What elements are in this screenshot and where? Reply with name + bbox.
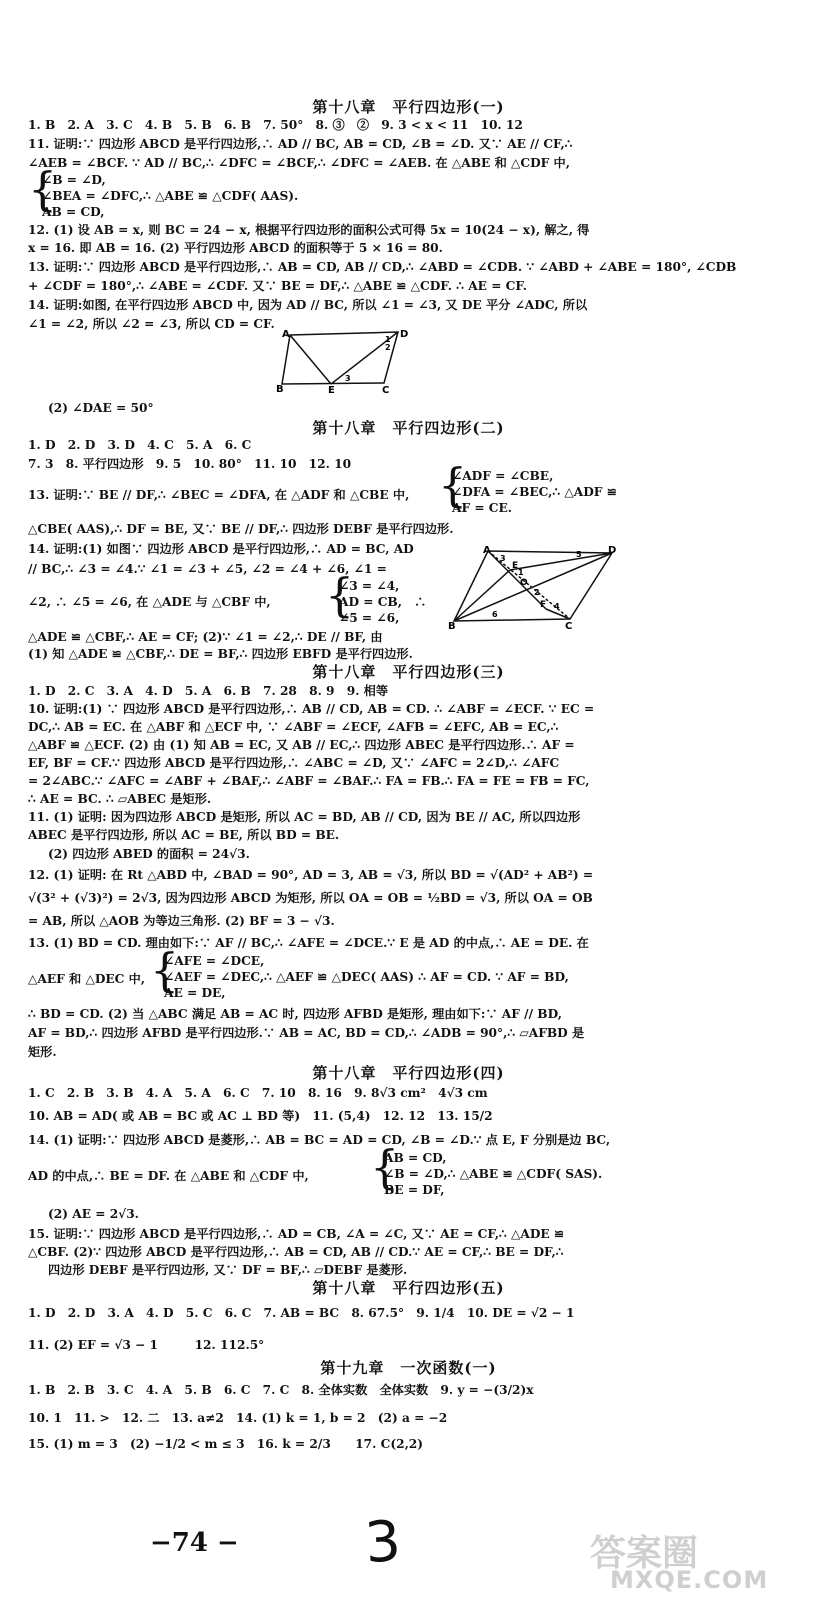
point-label: A (282, 329, 290, 340)
answer-line: 13. (1) BD = CD. 理由如下:∵ AF // BC,∴ ∠AFE = ∠DCE.∵ E 是 AD 的中点,∴ AE = DE. 在 (28, 936, 589, 950)
answer-line: 矩形. (28, 1045, 57, 1059)
point-label: F (540, 600, 547, 610)
brace-line: AE = DE, (164, 986, 226, 1000)
angle-label: 2 (385, 343, 391, 352)
answer-line: △AEF 和 △DEC 中, (28, 972, 146, 986)
answer-line: ∴ BD = CD. (2) 当 △ABC 满足 AB = AC 时, 四边形 AFBD 是矩形, 理由如下:∵ AF // BD, (28, 1007, 562, 1021)
brace-system (370, 1140, 603, 1198)
brace-line: AD = CB, ∴ (339, 595, 427, 609)
point-label: B (276, 384, 284, 394)
answer-line: (2) ∠DAE = 50° (48, 401, 154, 415)
answer-line: (2) AE = 2√3. (48, 1207, 139, 1221)
answer-line: = AB, 所以 △AOB 为等边三角形. (2) BF = 3 − √3. (28, 914, 335, 928)
answer-line: ∠1 = ∠2, 所以 ∠2 = ∠3, 所以 CD = CF. (28, 317, 275, 331)
brace-line: ∠AEF = ∠DEC,∴ △AEF ≌ △DEC( AAS) ∴ AF = CD. ∵ AF = BD, (164, 970, 569, 984)
answer-line: ∴ AE = BC. ∴ ▱ABEC 是矩形. (28, 792, 212, 806)
left-brace: { (438, 458, 468, 512)
answer-line: 10. AB = AD( 或 AB = BC 或 AC ⊥ BD 等) 11. (5,4) 12. 12 13. 15/2 (28, 1109, 493, 1123)
left-brace: { (28, 162, 58, 216)
brace-line: ∠5 = ∠6, (339, 611, 400, 625)
answer-line: √(3² + (√3)²) = 2√3, 因为四边形 ABCD 为矩形, 所以 OA = OB = ½BD = √3, 所以 OA = OB (28, 891, 593, 905)
brace-line: ∠BEA = ∠DFC,∴ △ABE ≌ △CDF( AAS). (42, 189, 299, 203)
answer-line: 13. 证明:∵ 四边形 ABCD 是平行四边形,∴ AB = CD, AB // CD,∴ ∠ABD = ∠CDB. ∵ ∠ABD + ∠ABE = 180°, ∠CDB (28, 260, 737, 274)
angle-label: 4 (554, 602, 560, 611)
answer-line: ∠2, ∴ ∠5 = ∠6, 在 △ADE 与 △CBF 中, (28, 595, 271, 609)
section-title-18-4: 第十八章 平行四边形(四) (312, 1064, 505, 1082)
section-title-18-2: 第十八章 平行四边形(二) (312, 419, 505, 437)
point-label: O (520, 578, 528, 588)
answer-line: 13. 证明:∵ BE // DF,∴ ∠BEC = ∠DFA, 在 △ADF 和 △CBE 中, (28, 488, 410, 502)
point-label: D (400, 329, 409, 340)
section-title-18-5: 第十八章 平行四边形(五) (312, 1279, 505, 1297)
answer-line: 四边形 DEBF 是平行四边形, 又∵ DF = BF,∴ ▱DEBF 是菱形. (48, 1263, 408, 1277)
brace-line: BE = DF, (384, 1183, 445, 1197)
brace-system (28, 162, 299, 220)
watermark-logo: 答案圈 (590, 1533, 699, 1574)
point-label: B (448, 621, 456, 630)
answer-line: 11. 证明:∵ 四边形 ABCD 是平行四边形,∴ AD // BC, AB = CD, ∠B = ∠D. 又∵ AE // CF,∴ (28, 137, 573, 151)
answer-line: 1. C 2. B 3. B 4. A 5. A 6. C 7. 10 8. 16 9. 8√3 cm² 4√3 cm (28, 1086, 488, 1100)
angle-label: 2 (534, 588, 540, 597)
answer-line: 14. 证明:如图, 在平行四边形 ABCD 中, 因为 AD // BC, 所以 ∠1 = ∠3, 又 DE 平分 ∠ADC, 所以 (28, 298, 588, 312)
angle-label: 3 (345, 374, 351, 383)
parallelogram-figure-2 (448, 545, 618, 630)
answer-line: 10. 1 11. > 12. 二 13. a≠2 14. (1) k = 1, b = 2 (2) a = −2 (28, 1411, 448, 1425)
answer-line: x = 16. 即 AB = 16. (2) 平行四边形 ABCD 的面积等于 5 × 16 = 80. (28, 241, 443, 255)
answer-line: △CBE( AAS),∴ DF = BE, 又∵ BE // DF,∴ 四边形 DEBF 是平行四边形. (28, 522, 454, 536)
answer-line: 12. (1) 设 AB = x, 则 BC = 24 − x, 根据平行四边形的面积公式可得 5x = 10(24 − x), 解之, 得 (28, 223, 590, 237)
answer-line: 1. B 2. A 3. C 4. B 5. B 6. B 7. 50° 8. ③ ② 9. 3 < x < 11 10. 12 (28, 118, 523, 132)
point-label: E (512, 561, 519, 571)
answer-line: 14. 证明:(1) 如图∵ 四边形 ABCD 是平行四边形,∴ AD = BC, AD (28, 542, 414, 556)
brace-line: ∠B = ∠D, (42, 173, 106, 187)
answer-line: (1) 知 △ADE ≌ △CBF,∴ DE = BF,∴ 四边形 EBFD 是平行四边形. (28, 647, 413, 661)
answer-line: 11. (1) 证明: 因为四边形 ABCD 是矩形, 所以 AC = BD, AB // CD, 因为 BE // AC, 所以四边形 (28, 810, 581, 824)
answer-line: EF, BF = CF.∵ 四边形 ABCD 是平行四边形,∴ ∠ABC = ∠D, 又∵ ∠AFC = 2∠D,∴ ∠AFC (28, 756, 560, 770)
answer-line: 11. (2) EF = √3 − 1 12. 112.5° (28, 1338, 265, 1352)
answer-line: 14. (1) 证明:∵ 四边形 ABCD 是菱形,∴ AB = BC = AD = CD, ∠B = ∠D.∵ 点 E, F 分别是边 BC, (28, 1133, 611, 1147)
angle-label: 1 (518, 568, 524, 577)
point-label: A (483, 545, 491, 556)
answer-line: = 2∠ABC.∵ ∠AFC = ∠ABF + ∠BAF,∴ ∠ABF = ∠BAF.∴ FA = FB.∴ FA = FE = FB = FC, (28, 774, 590, 788)
brace-line: ∠DFA = ∠BEC,∴ △ADF ≌ (452, 485, 617, 499)
point-label: C (382, 385, 390, 394)
watermark-url: MXQE.COM (610, 1566, 769, 1594)
answer-line: 15. 证明:∵ 四边形 ABCD 是平行四边形,∴ AD = CB, ∠A = ∠C, 又∵ AE = CF,∴ △ADE ≌ (28, 1227, 565, 1241)
brace-line: AB = CD, (42, 205, 105, 219)
answer-line: DC,∴ AB = EC. 在 △ABF 和 △ECF 中, ∵ ∠ABF = ∠ECF, ∠AFB = ∠EFC, AB = EC,∴ (28, 720, 559, 734)
point-label: D (608, 545, 617, 556)
answer-line: ABEC 是平行四边形, 所以 AC = BE, 所以 BD = BE. (28, 828, 340, 842)
point-label: E (328, 385, 335, 394)
answer-line: ∠AEB = ∠BCF. ∵ AD // BC,∴ ∠DFC = ∠BCF,∴ ∠DFC = ∠AEB. 在 △ABE 和 △CDF 中, (28, 156, 570, 170)
answer-line: △ABF ≌ △ECF. (2) 由 (1) 知 AB = EC, 又 AB // EC,∴ 四边形 ABEC 是平行四边形.∴ AF = (28, 738, 575, 752)
answer-line: AD 的中点,∴ BE = DF. 在 △ABE 和 △CDF 中, (28, 1169, 309, 1183)
brace-system (325, 568, 427, 626)
angle-label: 3 (500, 554, 506, 563)
angle-label: 1 (385, 335, 391, 344)
brace-line: ∠AFE = ∠DCE, (164, 954, 265, 968)
answer-line: // BC,∴ ∠3 = ∠4.∵ ∠1 = ∠3 + ∠5, ∠2 = ∠4 + ∠6, ∠1 = (28, 562, 387, 576)
brace-line: ∠B = ∠D,∴ △ABE ≌ △CDF( SAS). (384, 1167, 603, 1181)
answer-line: 1. D 2. D 3. D 4. C 5. A 6. C (28, 438, 252, 452)
brace-line: ∠3 = ∠4, (339, 579, 400, 593)
angle-label: 5 (576, 550, 582, 559)
answer-line: + ∠CDF = 180°,∴ ∠ABE = ∠CDF. 又∵ BE = DF,∴ △ABE ≌ △CDF. ∴ AE = CF. (28, 279, 528, 293)
brace-system (150, 943, 569, 1001)
parallelogram-figure-1 (272, 328, 412, 394)
answer-line: △CBF. (2)∵ 四边形 ABCD 是平行四边形,∴ AB = CD, AB // CD.∵ AE = CF,∴ BE = DF,∴ (28, 1245, 564, 1259)
answer-line: 1. D 2. D 3. A 4. D 5. C 6. C 7. AB = BC 8. 67.5° 9. 1/4 10. DE = √2 − 1 (28, 1306, 575, 1320)
left-brace: { (150, 943, 180, 997)
answer-line: 1. D 2. C 3. A 4. D 5. A 6. B 7. 28 8. 9 9. 相等 (28, 684, 389, 698)
left-brace: { (325, 568, 355, 622)
handwritten-mark: 3 (362, 1508, 403, 1577)
answer-line: △ADE ≌ △CBF,∴ AE = CF; (2)∵ ∠1 = ∠2,∴ DE // BF, 由 (28, 630, 383, 644)
page-number: −74 − (150, 1528, 239, 1558)
answer-line: 10. 证明:(1) ∵ 四边形 ABCD 是平行四边形,∴ AB // CD, AB = CD. ∴ ∠ABF = ∠ECF. ∵ EC = (28, 702, 595, 716)
answer-line: 15. (1) m = 3 (2) −1/2 < m ≤ 3 16. k = 2/3 17. C(2,2) (28, 1437, 424, 1451)
brace-line: AF = CE. (452, 501, 513, 515)
brace-line: AB = CD, (384, 1151, 447, 1165)
brace-line: ∠ADF = ∠CBE, (452, 469, 554, 483)
section-title-18-1: 第十八章 平行四边形(一) (312, 98, 505, 116)
answer-line: 1. B 2. B 3. C 4. A 5. B 6. C 7. C 8. 全体实数 全体实数 9. y = −(3/2)x (28, 1383, 534, 1397)
angle-label: 6 (492, 610, 498, 619)
answer-line: 7. 3 8. 平行四边形 9. 5 10. 80° 11. 10 12. 10 (28, 457, 352, 471)
answer-line: AF = BD,∴ 四边形 AFBD 是平行四边形.∵ AB = AC, BD = CD,∴ ∠ADB = 90°,∴ ▱AFBD 是 (28, 1026, 585, 1040)
left-brace: { (370, 1140, 400, 1194)
answer-line: 12. (1) 证明: 在 Rt △ABD 中, ∠BAD = 90°, AD = 3, AB = √3, 所以 BD = √(AD² + AB²) = (28, 868, 594, 882)
section-title-18-3: 第十八章 平行四边形(三) (312, 663, 505, 681)
point-label: C (565, 621, 573, 630)
section-title-19-1: 第十九章 一次函数(一) (320, 1359, 497, 1377)
brace-system (438, 458, 617, 516)
answer-line: (2) 四边形 ABED 的面积 = 24√3. (48, 847, 250, 861)
